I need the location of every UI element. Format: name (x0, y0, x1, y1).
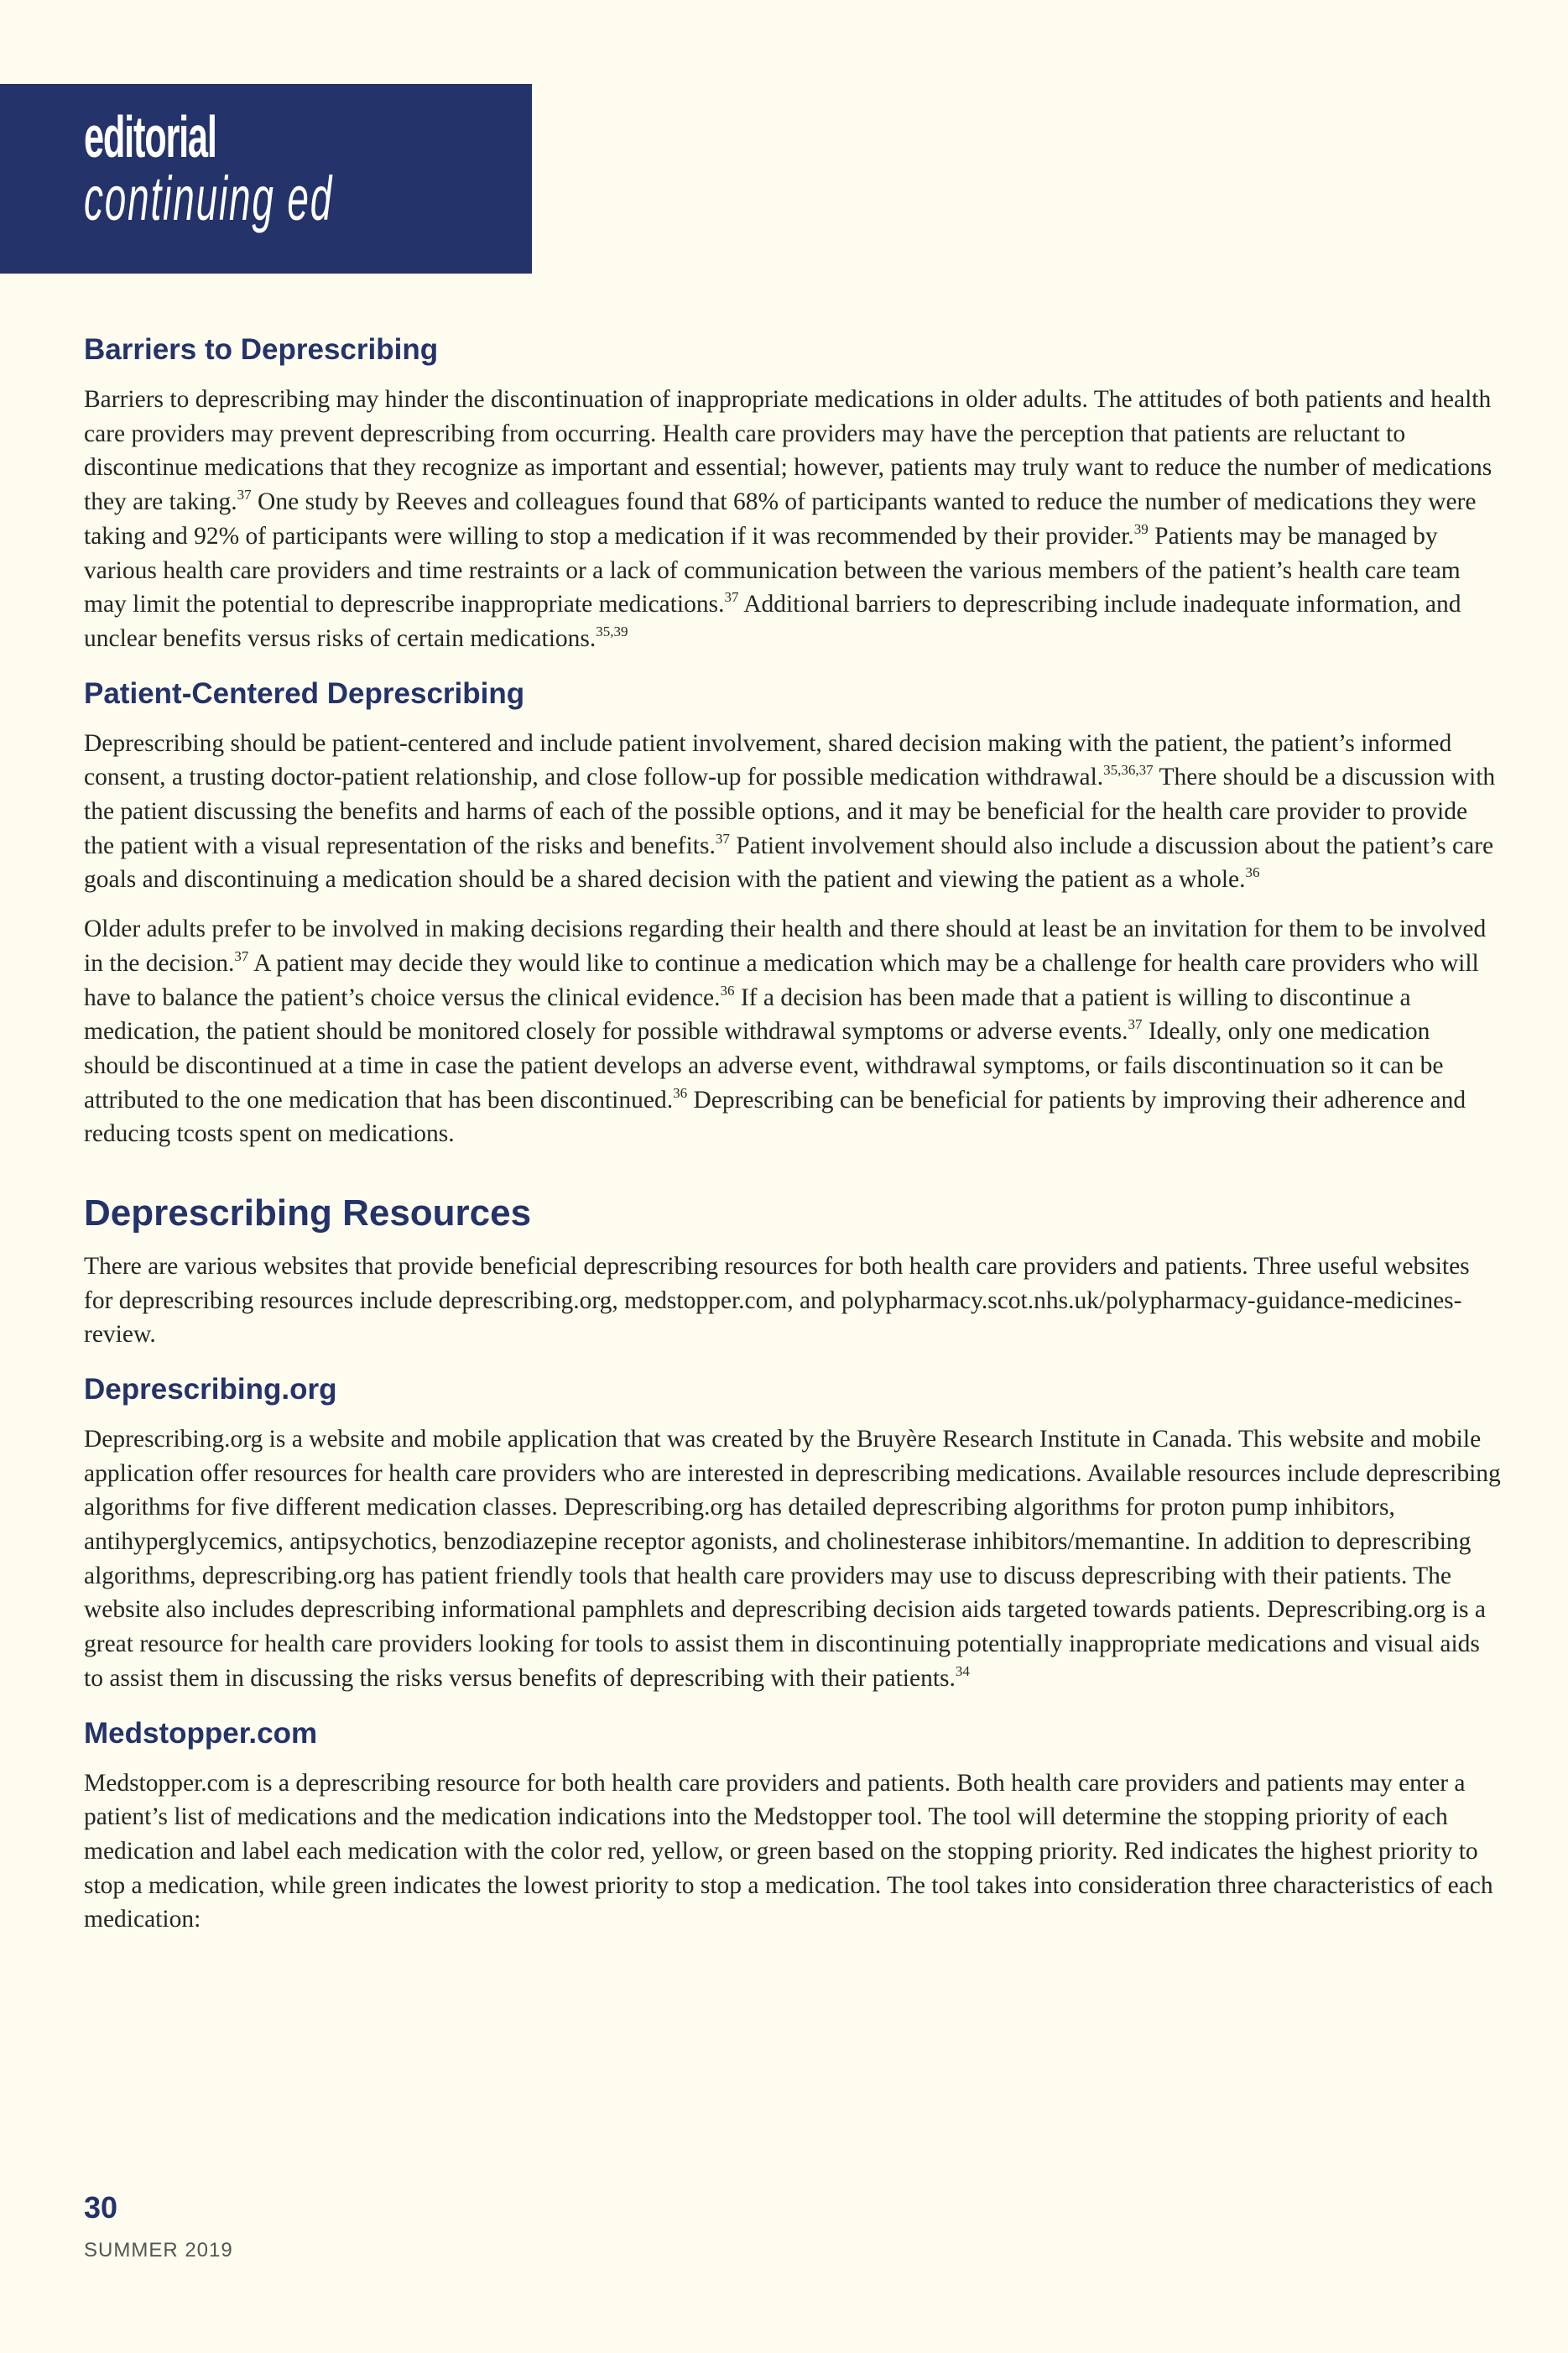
heading-patient-centered: Patient-Centered Deprescribing (84, 676, 525, 710)
paragraph-deprescribing-org: Deprescribing.org is a website and mobile application that was created by the Bruyère Research Institute in Canada. This website and mobile application offer resources for health care providers who are interested in deprescribing medications. Available resources include deprescribing algorithms for five different medication classes. Deprescribing.org has detailed deprescribing algorithms for proton pump inhibitors, antihyperglycemics, antipsychotics, benzodiazepine receptor agonists, and cholinesterase inhibitors/memantine. In addition to deprescribing algorithms, deprescribing.org has patient friendly tools that health care providers may use to discuss deprescribing with their patients. The website also includes deprescribing informational pamphlets and deprescribing decision aids targeted towards patients. Deprescribing.org is a great resource for health care providers looking for tools to assist them in discontinuing potentially inappropriate medications and visual aids to assist them in discussing the risks versus benefits of deprescribing with their patients.$^{34}$ (84, 1425, 1501, 1692)
issue-date: SUMMER 2019 (84, 2239, 233, 2262)
paragraph-patient-centered-2: Older adults prefer to be involved in making decisions regarding their health and there should at least be an invitation for them to be involved in the decision.$^{37}$ A patient may decide they would like to continue a medication which may be a challenge for health care providers who will have to balance the patient’s choice versus the clinical evidence.$^{36}$ If a decision has been made that a patient is willing to discontinue a medication, the patient should be monitored closely for possible withdrawal symptoms or adverse events.$^{37}$ Ideally, only one medication should be discontinued at a time in case the patient develops an adverse event, withdrawal symptoms, or fails discontinuation so it can be attributed to the one medication that has been discontinued.$^{36}$ Deprescribing can be beneficial for patients by improving their adherence and reducing tcosts spent on medications. (84, 916, 1487, 1148)
citation: 39 (1133, 520, 1149, 537)
paragraph-barriers: Barriers to deprescribing may hinder the discontinuation of inappropriate medications in older adults. The attitudes of both patients and health care providers may prevent deprescribing from occurring. Health care providers may have the perception that patients are reluctant to discontinue medications that they recognize as important and essential; however, patients may truly want to reduce the number of medications they are taking.$^{37}$ One study by Reeves and colleagues found that 68% of participants wanted to reduce the number of medications they were taking and 92% of participants were willing to stop a medication if it was recommended by their provider.$^{39}$ Patients may be managed by various health care providers and time restraints or a lack of communication between the various members of the patient’s health care team may limit the potential to deprescribe inappropriate medications.$^{37}$ Additional barriers to deprescribing include inadequate information, and unclear benefits versus risks of certain medications.$^{35,39}$ (84, 386, 1492, 652)
section-banner (0, 84, 532, 274)
paragraph-patient-centered-1: Deprescribing should be patient-centered and include patient involvement, shared decision making with the patient, the patient’s informed consent, a trusting doctor-patient relationship, and close follow-up for possible medication withdrawal.$^{35,36,37}$ There should be a discussion with the patient discussing the benefits and harms of each of the possible options, and it may be beneficial for the health care provider to provide the patient with a visual representation of the risks and benefits.$^{37}$ Patient involvement should also include a discussion about the patient’s care goals and discontinuing a medication should be a shared decision with the patient and viewing the patient as a whole.$^{36}$ (84, 729, 1496, 894)
citation: 37 (237, 487, 252, 503)
citation: 37 (1128, 1016, 1143, 1033)
citation: 36 (673, 1084, 688, 1101)
citation: 37 (724, 589, 739, 606)
citation: 34 (955, 1662, 970, 1679)
banner-editorial: editorial (84, 104, 216, 170)
heading-deprescribing-resources: Deprescribing Resources (84, 1192, 532, 1234)
citation: 35,39 (596, 623, 628, 639)
paragraph-medstopper: Medstopper.com is a deprescribing resource for both health care providers and patients. Both health care providers and patients may enter a patient’s list of medications and the medication indications into the Medstopper tool. The tool will determine the stopping priority of each medication and label each medication with the color red, yellow, or green based on the stopping priority. Red indicates the highest priority to stop a medication, while green indicates the lowest priority to stop a medication. The tool takes into consideration three characteristics of each medication: (84, 1769, 1493, 1933)
banner-continuing-ed: continuing ed (84, 164, 334, 233)
heading-deprescribing-org: Deprescribing.org (84, 1372, 337, 1406)
citation: 36 (1245, 864, 1260, 881)
article-body (84, 332, 1502, 1952)
heading-barriers: Barriers to Deprescribing (84, 333, 439, 366)
citation: 36 (720, 982, 735, 999)
heading-medstopper: Medstopper.com (84, 1716, 318, 1750)
citation: 37 (234, 947, 249, 964)
citation: 35,36,37 (1103, 762, 1154, 779)
paragraph-resources: There are various websites that provide beneficial deprescribing resources for both health care providers and patients. Three useful websites for deprescribing resources include deprescribing.org, medstopper.com, and polypharmacy.scot.nhs.uk/polypharmacy-guidance-medicines-review. (84, 1252, 1470, 1349)
page-number: 30 (84, 2190, 118, 2225)
citation: 37 (715, 830, 730, 847)
